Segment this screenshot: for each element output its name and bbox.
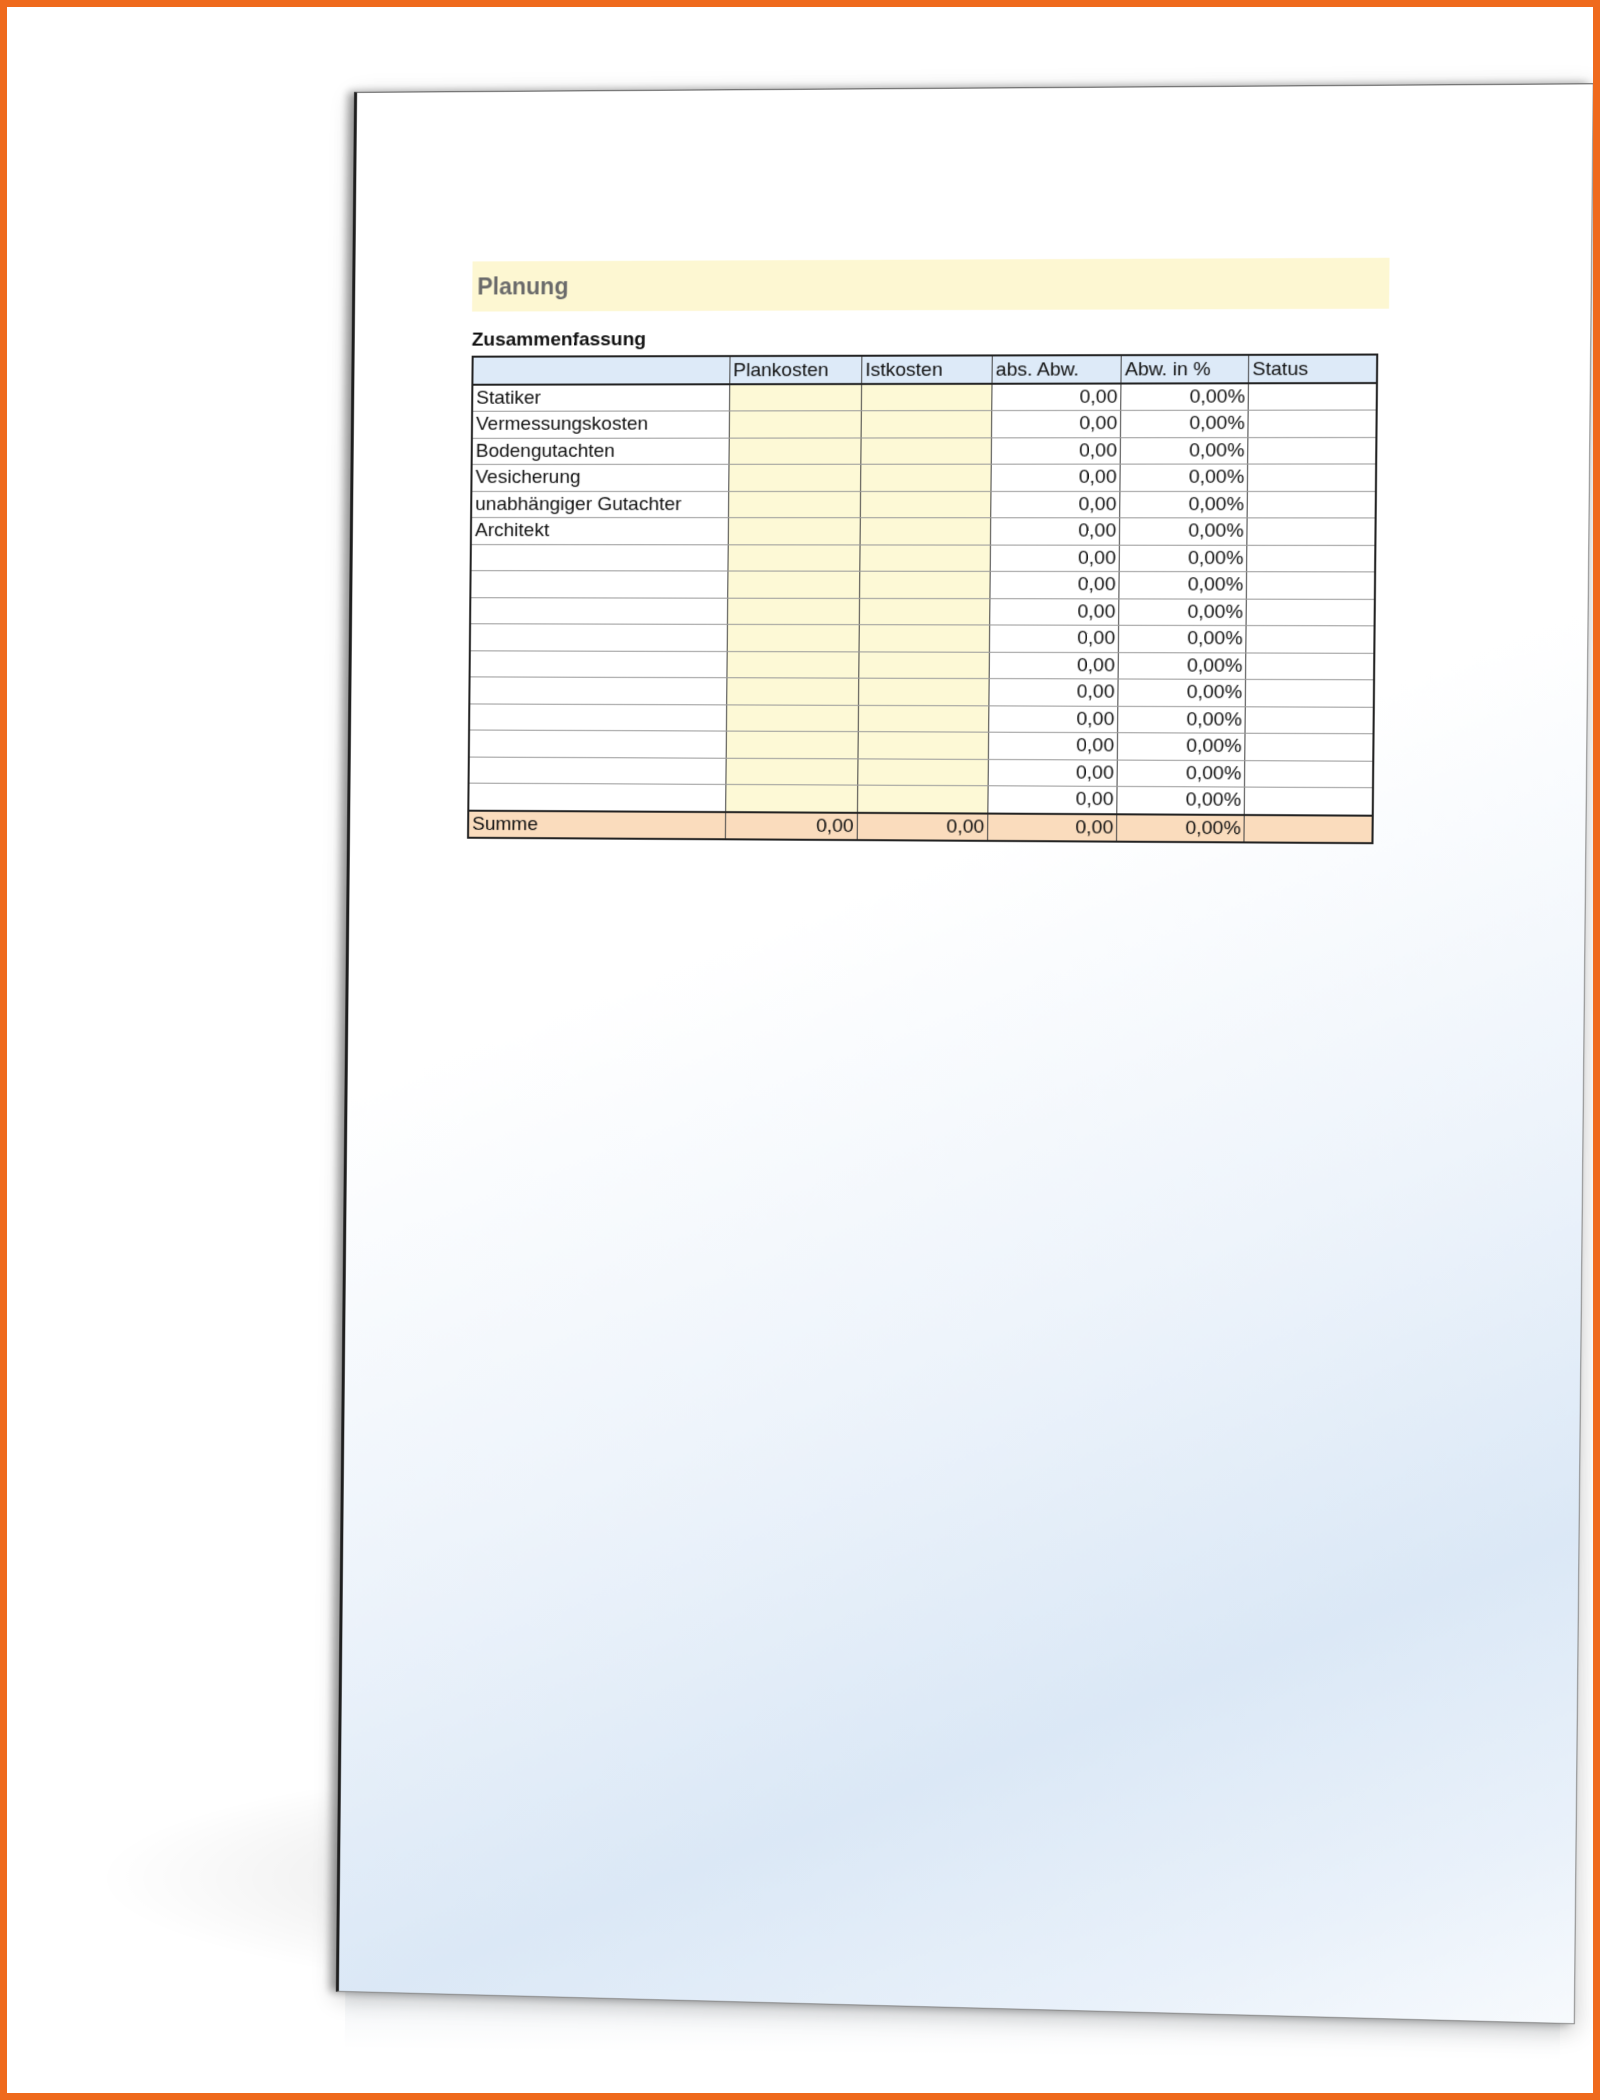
header-item (472, 356, 729, 384)
abw-pct-cell: 0,00% (1119, 545, 1247, 572)
plankosten-cell[interactable] (729, 411, 861, 438)
summary-label: Summe (468, 810, 725, 839)
row-label (469, 677, 726, 705)
header-istkosten: Istkosten (862, 355, 993, 383)
istkosten-cell[interactable] (858, 732, 989, 759)
row-label (471, 544, 728, 571)
status-cell (1248, 383, 1376, 411)
header-status: Status (1249, 355, 1377, 383)
row-label (469, 703, 726, 731)
istkosten-cell[interactable] (860, 544, 991, 571)
plankosten-cell[interactable] (728, 491, 860, 518)
status-cell (1247, 491, 1375, 518)
istkosten-cell[interactable] (860, 518, 991, 545)
status-cell (1248, 437, 1376, 464)
row-label (469, 757, 726, 785)
abs-abw-cell: 0,00 (990, 571, 1119, 598)
status-cell (1246, 679, 1374, 706)
abs-abw-cell: 0,00 (990, 545, 1119, 572)
document-page (336, 83, 1594, 2024)
table-row (471, 544, 1376, 572)
abs-abw-cell: 0,00 (989, 679, 1118, 706)
plankosten-cell[interactable] (726, 704, 858, 731)
table-row (472, 410, 1377, 438)
table-body (468, 383, 1377, 816)
row-label: unabhängiger Gutachter (471, 491, 728, 518)
status-cell (1246, 599, 1374, 626)
header-plankosten: Plankosten (730, 356, 862, 384)
table-row (471, 518, 1376, 545)
plankosten-cell[interactable] (729, 437, 861, 464)
status-cell (1245, 733, 1373, 761)
istkosten-cell[interactable] (857, 785, 988, 813)
istkosten-cell[interactable] (859, 598, 990, 625)
table-row (471, 491, 1376, 518)
status-cell (1248, 410, 1376, 437)
abs-abw-cell: 0,00 (988, 732, 1117, 759)
section-title: Zusammenfassung (471, 329, 647, 351)
plankosten-cell[interactable] (727, 651, 859, 678)
istkosten-cell[interactable] (861, 383, 992, 410)
abw-pct-cell: 0,00% (1120, 437, 1248, 464)
abs-abw-cell: 0,00 (991, 518, 1120, 545)
abs-abw-cell: 0,00 (991, 491, 1120, 518)
cost-summary-table (467, 354, 1378, 845)
istkosten-cell[interactable] (859, 651, 990, 678)
summary-abw-pct: 0,00% (1117, 814, 1245, 843)
plankosten-cell[interactable] (728, 544, 860, 571)
status-cell (1246, 652, 1374, 679)
header-abs-abw: abs. Abw. (992, 355, 1121, 383)
abw-pct-cell: 0,00% (1119, 625, 1247, 652)
summary-status (1244, 814, 1372, 843)
table-row (470, 624, 1375, 653)
abs-abw-cell: 0,00 (992, 410, 1121, 437)
table-row (471, 464, 1376, 491)
abs-abw-cell: 0,00 (992, 383, 1121, 411)
status-cell (1247, 518, 1375, 545)
table-row (470, 571, 1375, 599)
row-label (469, 730, 726, 758)
header-abw-pct: Abw. in % (1121, 355, 1249, 383)
table-row (470, 650, 1375, 679)
plankosten-cell[interactable] (729, 464, 861, 491)
istkosten-cell[interactable] (858, 678, 989, 705)
table-row (469, 677, 1374, 707)
page-title-band (472, 258, 1389, 312)
abw-pct-cell: 0,00% (1121, 410, 1249, 437)
abw-pct-cell: 0,00% (1120, 491, 1248, 518)
row-label (470, 624, 727, 651)
abs-abw-cell: 0,00 (989, 705, 1118, 732)
istkosten-cell[interactable] (859, 625, 990, 652)
page-title: Planung (477, 272, 569, 300)
row-label (468, 783, 725, 811)
abw-pct-cell: 0,00% (1120, 464, 1248, 491)
row-label (470, 650, 727, 677)
status-cell (1245, 706, 1373, 733)
table-row (470, 597, 1375, 626)
row-label (470, 571, 727, 598)
plankosten-cell[interactable] (727, 571, 859, 598)
summary-istkosten: 0,00 (857, 812, 988, 841)
istkosten-cell[interactable] (858, 705, 989, 732)
istkosten-cell[interactable] (860, 491, 991, 518)
abs-abw-cell: 0,00 (991, 437, 1120, 464)
status-cell (1247, 572, 1375, 599)
summary-row (468, 810, 1373, 843)
status-cell (1246, 626, 1374, 653)
status-cell (1248, 464, 1376, 491)
abw-pct-cell: 0,00% (1119, 572, 1247, 599)
plankosten-cell[interactable] (728, 518, 860, 545)
abw-pct-cell: 0,00% (1120, 518, 1248, 545)
row-label: Vesicherung (471, 464, 728, 491)
abs-abw-cell: 0,00 (989, 625, 1118, 652)
abw-pct-cell: 0,00% (1118, 733, 1246, 760)
summary-plankosten: 0,00 (725, 812, 857, 840)
abw-pct-cell: 0,00% (1118, 706, 1246, 733)
abw-pct-cell: 0,00% (1118, 679, 1246, 706)
abs-abw-cell: 0,00 (989, 652, 1118, 679)
abw-pct-cell: 0,00% (1121, 383, 1249, 411)
table-row (469, 703, 1374, 733)
abs-abw-cell: 0,00 (988, 759, 1117, 786)
istkosten-cell[interactable] (861, 437, 992, 464)
istkosten-cell[interactable] (859, 571, 990, 598)
status-cell (1245, 760, 1373, 788)
plankosten-cell[interactable] (726, 758, 858, 785)
plankosten-cell[interactable] (726, 731, 858, 758)
abw-pct-cell: 0,00% (1118, 652, 1246, 679)
abs-abw-cell: 0,00 (988, 786, 1117, 814)
plankosten-cell[interactable] (729, 384, 861, 411)
abw-pct-cell: 0,00% (1117, 786, 1245, 814)
abs-abw-cell: 0,00 (990, 598, 1119, 625)
row-label: Architekt (471, 518, 728, 545)
row-label: Bodengutachten (472, 438, 729, 465)
summary-abs-abw: 0,00 (988, 813, 1117, 842)
istkosten-cell[interactable] (860, 464, 991, 491)
istkosten-cell[interactable] (861, 411, 992, 438)
abw-pct-cell: 0,00% (1117, 760, 1245, 788)
abw-pct-cell: 0,00% (1119, 598, 1247, 625)
row-label: Statiker (472, 384, 729, 412)
plankosten-cell[interactable] (726, 678, 858, 705)
plankosten-cell[interactable] (727, 598, 859, 625)
table-row (469, 730, 1374, 761)
table-row (472, 437, 1377, 464)
abs-abw-cell: 0,00 (991, 464, 1120, 491)
plankosten-cell[interactable] (725, 784, 857, 812)
row-label: Vermessungskosten (472, 411, 729, 438)
istkosten-cell[interactable] (858, 758, 989, 785)
page-content (467, 258, 1390, 845)
plankosten-cell[interactable] (727, 624, 859, 651)
table-row (472, 383, 1377, 412)
row-label (470, 597, 727, 624)
table-header-row (472, 355, 1377, 385)
status-cell (1245, 787, 1373, 815)
status-cell (1247, 545, 1375, 572)
